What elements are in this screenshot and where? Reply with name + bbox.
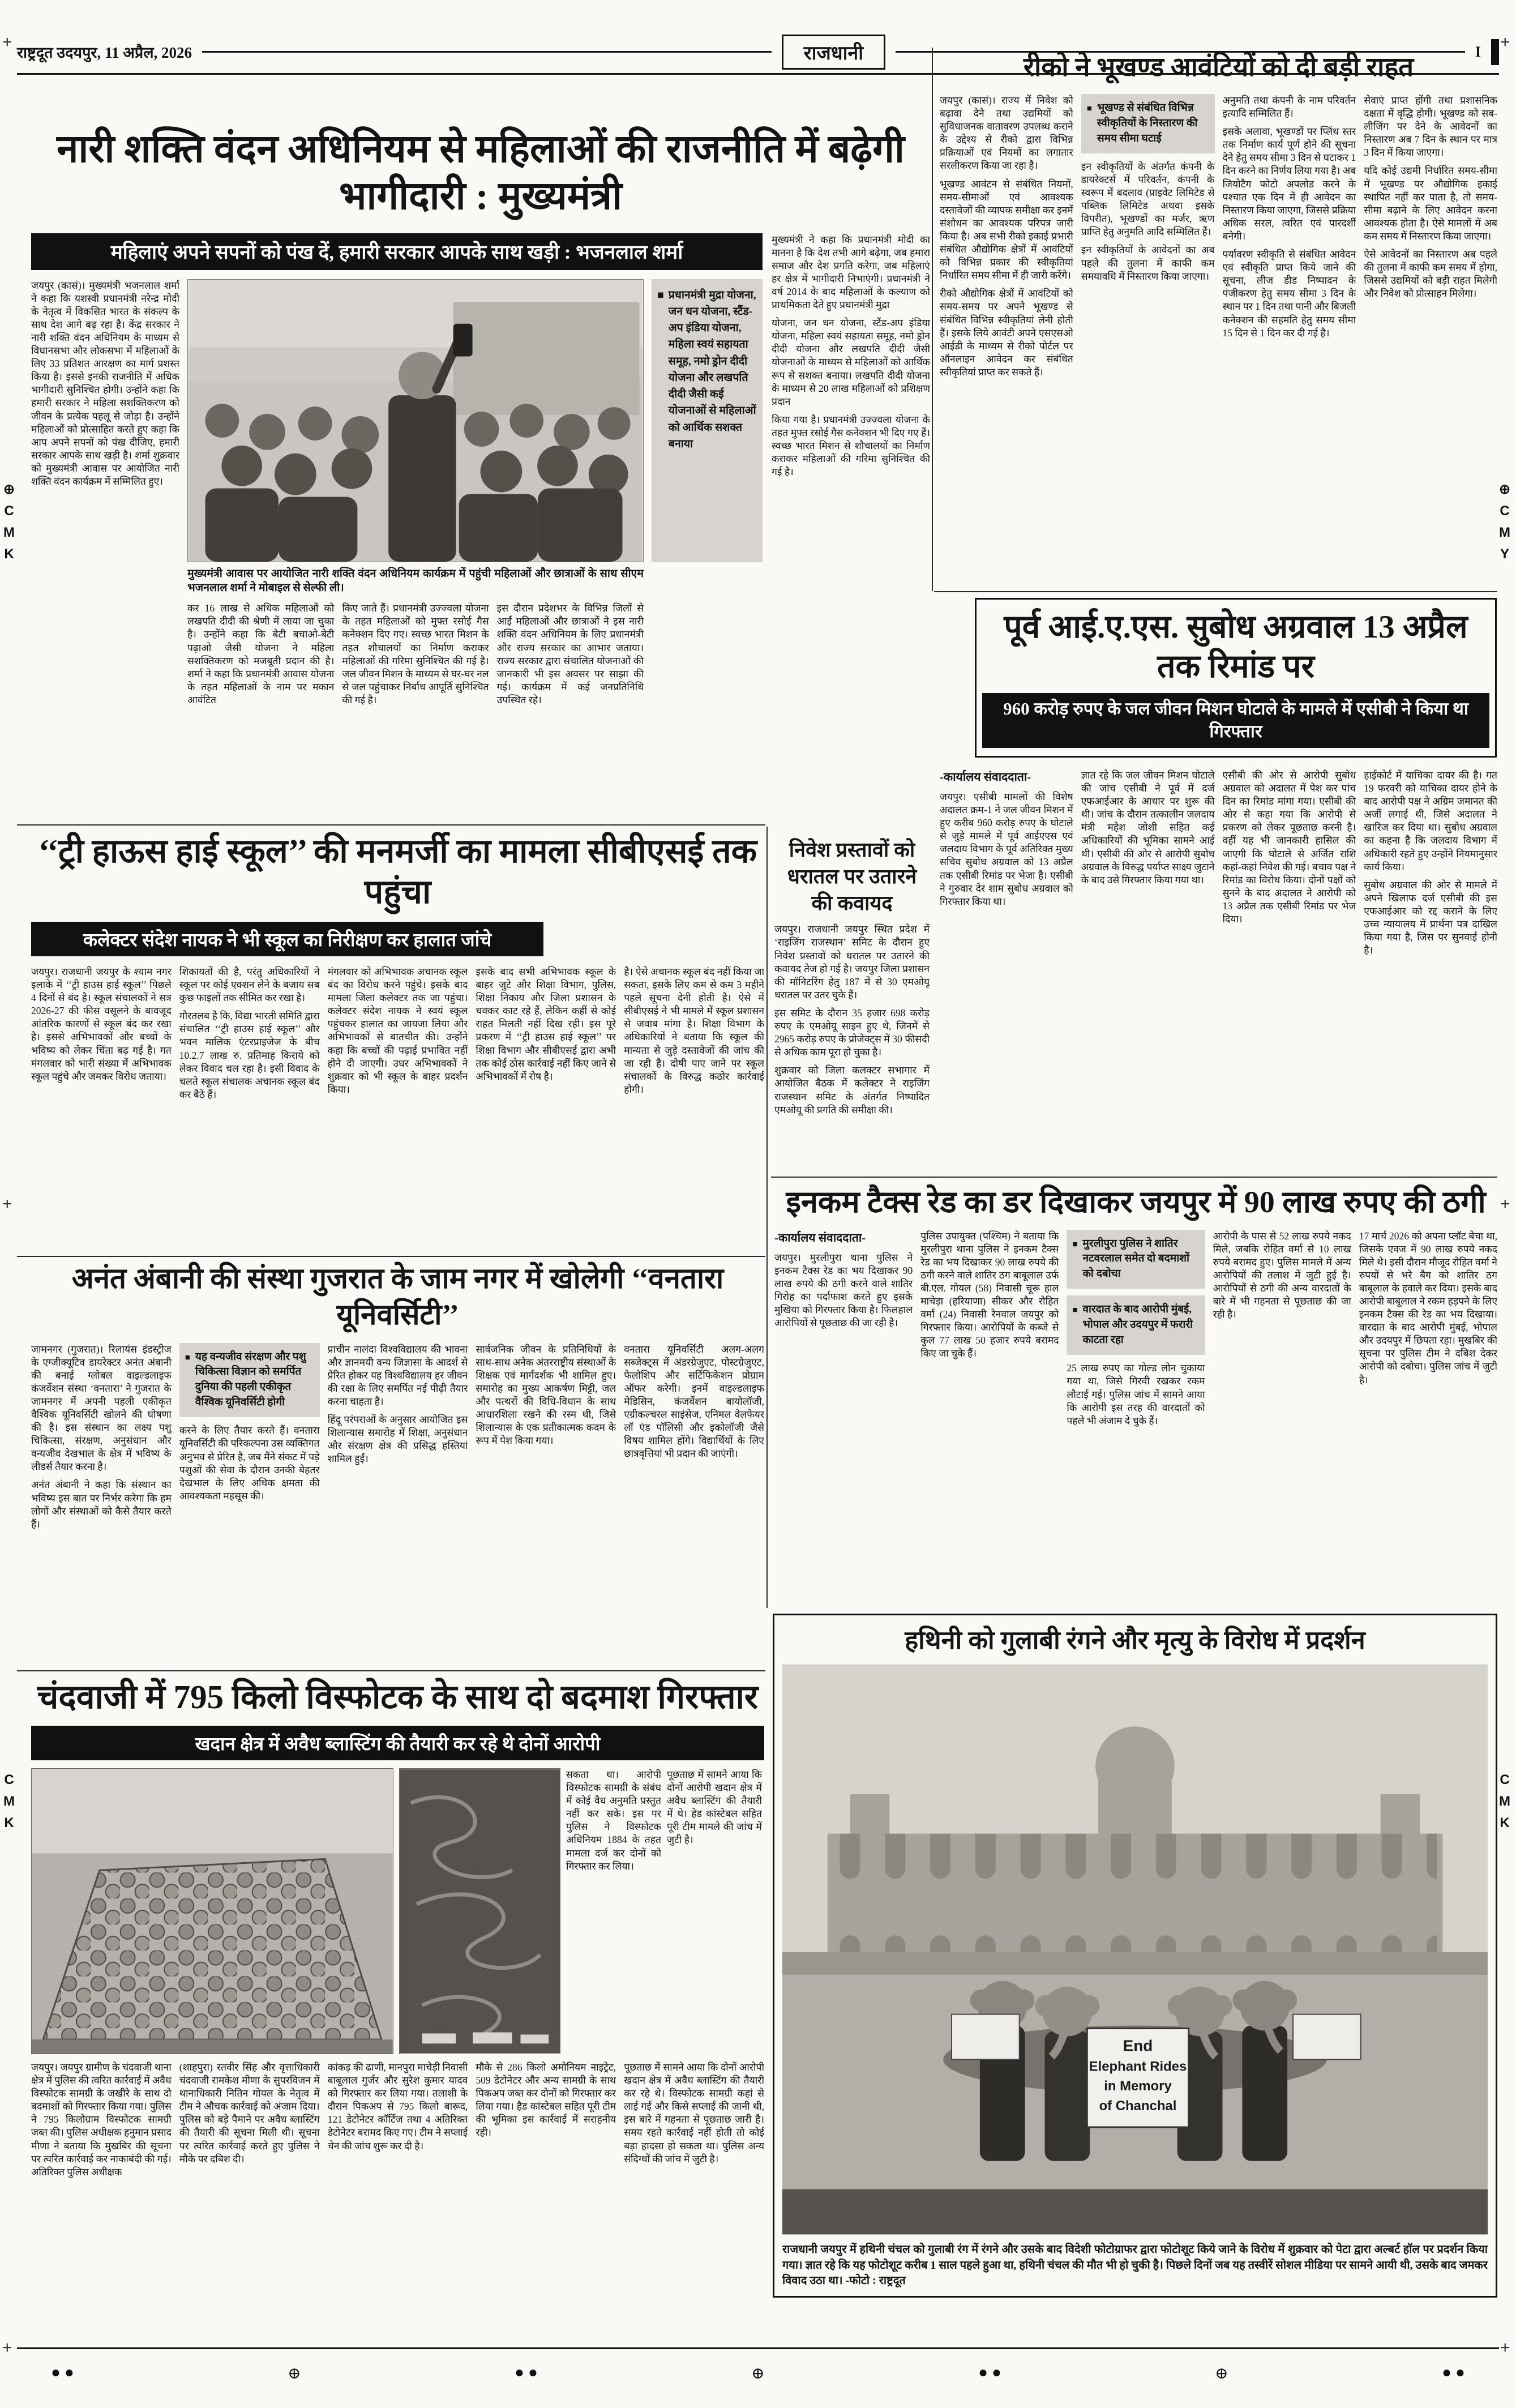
article-column (624, 2061, 764, 2282)
cmyk-letter: M (1499, 1794, 1510, 1809)
headline: अनंत अंबानी की संस्था गुजरात के जाम नगर में खोलेगी ‘‘वनतारा यूनिवर्सिटी’’ (71, 1263, 724, 1331)
highlight-box (179, 1343, 320, 1418)
cmyk-letter: C (1500, 1772, 1510, 1787)
body-paragraph: जयपुर। मुरलीपुरा थाना पुलिस ने इनकम टैक्स रेड का भय दिखाकर 90 लाख रुपये की ठगी करने वाले शातिर गिरोह का पर्दाफाश करते हुए इसके मुखिया को गिरफ्तार किया है। फिलहाल आरोपियों से पूछताछ की जा रही है। (774, 1251, 913, 1328)
cmyk-letter: Y (1500, 546, 1510, 562)
body-paragraph: सार्वजनिक जीवन के प्रतिनिधियों के साथ-साथ अनेक अंतरराष्ट्रीय संस्थाओं के शिक्षक एवं मार्गदर्शक भी शामिल हुए। समारोह का मुख्य आकर्षण मिट्टी, जल और पत्थरों की विधि-विधान के साथ आधारशिला रखने की रस्म थी, जिसे शिलान्यास के एक प्रतीकात्मक कदम के रूप में पेश किया गया। (476, 1343, 616, 1447)
article-column (774, 923, 930, 1212)
cmyk-letter: M (1499, 525, 1511, 540)
body-paragraph: इन स्वीकृतियों के अंतर्गत कंपनी के डायरेक्टर्स में परिवर्तन, कंपनी के स्वरूप में बदलाव (प्राइवेट लिमिटेड से पब्लिक लिमिटेड अथवा इसके विपरीत), भूखण्डों का मर्जर, ऋण प्राप्ति हेतु अनुमति आदि सम्मिलित हैं। (1081, 160, 1215, 238)
sign-line: of Chanchal (1099, 2098, 1177, 2114)
crop-mark-icon: + (1500, 2338, 1510, 2357)
cmyk-letter: M (3, 1794, 15, 1809)
body-paragraph: आरोपी के पास से 52 लाख रुपये नकद मिले, जबकि रोहित वर्मा से 10 लाख रुपये बरामद हुए। पुलिस मामले में अन्य आरोपियों की तलाश में जुटी हुई है। आरोपियों से ठगी की अन्य वारदातों के बारे में भी गहनता से पूछताछ की जा रही है। (1213, 1230, 1351, 1320)
body-paragraph: प्राचीन नालंदा विश्वविद्यालय की भावना और ज्ञानमयी वन्य जिज्ञासा के आदर्श से प्रेरित होकर यह विश्वविद्यालय हर जीवन की रक्षा के लिए समर्पित नई पीढ़ी तैयार करना चाहता है। (327, 1343, 468, 1407)
article-column (31, 279, 179, 783)
body-paragraph: ऐसे आवेदनों का निस्तारण अब पहले की तुलना में काफी कम समय में होगा, जिससे उद्यमियों को बड़ी राहत मिलेगी और निवेश को प्रोत्साहन मिलेगा। (1364, 249, 1497, 300)
article-column (624, 965, 764, 1248)
square-bullet-icon: ■ (657, 289, 664, 301)
article-column (1364, 94, 1497, 578)
reg-dots-icon: ● ● (1442, 2364, 1465, 2381)
registration-icon: ⊕ (3, 482, 15, 497)
registration-icon: ⊕ (751, 2365, 765, 2383)
crop-mark-icon: + (1500, 1195, 1510, 1213)
article-column (940, 94, 1073, 578)
cmyk-strip (1499, 481, 1510, 562)
body-paragraph: योजना, जन धन योजना, स्टैंड-अप इंडिया योजना, महिला स्वयं सहायता समूह, नमो ड्रोन दीदी योजना और लखपति दीदी जैसी योजनाओं के माध्यम से महिलाओं को आर्थिक रूप से सशक्त बनाया। लखपति दीदी योजना के माध्यम से 20 लाख महिलाओं को प्रशिक्षण प्रदान (772, 317, 930, 407)
body-paragraph: करने के लिए तैयार करते हैं। वनतारा यूनिवर्सिटी की परिकल्पना उस व्यक्तिगत अनुभव से प्रेरित है, जब मैंने संकट में पड़े पशुओं की सेवा के दौरान उनकी बेहतर देखभाल के लिए अधिक क्षमता की आवश्यकता महसूस की। (179, 1425, 320, 1502)
registration-icon: ⊕ (1499, 482, 1511, 497)
body-paragraph: जामनगर (गुजरात)। रिलायंस इंडस्ट्रीज के एग्जीक्यूटिव डायरेक्टर अनंत अंबानी की बनाई ग्लोबल वाइल्डलाइफ कंजर्वेशन संस्था ‘वनतारा’ ने गुजरात के जामनगर में अपनी पहली एकीकृत वैश्विक यूनिवर्सिटी खोलने की घोषणा की है। इस संस्थान का लक्ष्य पशु चिकित्सा, संरक्षण, अनुसंधान और वन्यजीव देखभाल के क्षेत्र में भविष्य के लीडर्स तैयार करना है। (31, 1343, 172, 1473)
cmyk-letter: K (4, 1815, 14, 1830)
detonator-wires-photo (399, 1768, 560, 2054)
headline: हथिनी को गुलाबी रंगने और मृत्यु के विरोध में प्रदर्शन (905, 1626, 1365, 1654)
cmyk-letter: C (1500, 503, 1510, 519)
column-text (940, 790, 1073, 908)
subhead-bar: महिलाएं अपने सपनों को पंख दें, हमारी सरकार आपके साथ खड़ी : भजनलाल शर्मा (31, 233, 763, 270)
section-rule (934, 591, 1497, 592)
article-column (328, 1343, 468, 1652)
column-text (179, 1424, 320, 1503)
reg-dots-icon: ● ● (515, 2364, 538, 2381)
highlight-text: भूखण्ड से संबंधित विभिन्न स्वीकृतियों के निस्तारण की समय सीमा घटाई (1097, 102, 1198, 144)
crop-mark-icon: + (2, 33, 12, 52)
page-marker: I (1475, 43, 1481, 60)
square-bullet-icon: ■ (1072, 1306, 1078, 1315)
crop-mark-icon: + (1500, 33, 1510, 52)
body-paragraph: शुक्रवार को जिला कलक्टर सभागार में आयोजित बैठक में कलेक्टर ने राइजिंग राजस्थान समिट के अंतर्गत निष्पादित एमओयू की प्रगति की समीक्षा की। (774, 1064, 930, 1115)
body-paragraph: एसीबी की ओर से आरोपी सुबोध अग्रवाल को अदालत में पेश कर पांच दिन का रिमांड मांगा गया। एसीबी की ओर से कहा गया कि आरोपी से प्रकरण को लेकर पूछताछ करनी है। वहीं यह भी जानकारी हासिल की जाएगी कि घोटाले से अर्जित राशि कहां-कहां निवेश की गई। बचाव पक्ष ने रिमांड का विरोध किया। दोनों पक्षों को सुनने के बाद अदालत ने आरोपी को 13 अप्रैल तक एसीबी रिमांड पर भेज दिया। (1222, 769, 1356, 925)
headline: रीको ने भूखण्ड आवंटियों को दी बड़ी राहत (1023, 53, 1414, 82)
registration-icon: ⊕ (288, 2365, 301, 2383)
cmyk-letter: C (4, 503, 14, 519)
body-paragraph: इस दौरान प्रदेशभर के विभिन्न जिलों से आईं महिलाओं और छात्राओं ने इस नारी शक्ति वंदन अधिनियम के लिए प्रधानमंत्री और राज्य सरकार का आभार जताया। राज्य सरकार द्वारा संचालित योजनाओं की जानकारी भी इस अवसर पर साझा की गई। कार्यक्रम में कई जनप्रतिनिधि उपस्थित रहे। (496, 602, 644, 705)
article-elephant-protest (773, 1614, 1497, 2298)
article-column (328, 2061, 468, 2282)
highlight-text: यह वन्यजीव संरक्षण और पशु चिकित्सा विज्ञान को समर्पित दुनिया की पहली एकीकृत वैश्विक यूनिवर्सिटी होगी (195, 1350, 306, 1409)
body-paragraph: रीको औद्योगिक क्षेत्रों में आवंटियों को समय-समय पर अपने भूखण्ड से संबंधित विभिन्न स्वीकृतियां लेनी होती हैं। इसके लिये आवंटी अपने एसएसओ आईडी के माध्यम से रीको पोर्टल पर ऑनलाइन आवेदन कर संबंधित स्वीकृतियां प्राप्त कर सकते हैं। (940, 288, 1073, 378)
article-column (31, 965, 172, 1248)
body-paragraph: भूखण्ड आवंटन से संबंधित नियमों, समय-सीमाओं एवं आवश्यक दस्तावेजों की व्यापक समीक्षा कर इनमें संशोधन का आवश्यक परिपत्र जारी किया है। अब सभी रीको इकाई प्रभारी संबंधित औद्योगिक क्षेत्रों में आवंटियों को विभिन्न प्रकार की स्वीकृतियां निर्धारित समय सीमा में ही जारी करेंगे। (940, 178, 1073, 281)
body-paragraph: कर 16 लाख से अधिक महिलाओं को लखपति दीदी की श्रेणी में लाया जा चुका है। उन्होंने कहा कि बेटी बचाओ-बेटी पढ़ाओ जैसी योजना ने महिला सशक्तिकरण को मजबूती प्रदान की है। शर्मा ने कहा कि प्रधानमंत्री आवास योजना के तहत महिलाओं के नाम पर मकान आवंटित (187, 602, 335, 705)
byline: -कार्यालय संवाददाता- (940, 770, 1031, 784)
article-riico (940, 48, 1497, 578)
article-column (940, 769, 1073, 1165)
body-paragraph: 17 मार्च 2026 को अपना प्लॉट बेचा था, जिसके एवज में 90 लाख रुपये नकद मिले थे। इसी दौरान मौजूद रोहित वर्मा ने रुपयों से भरे बैग को शातिर ठग बाबूलाल के हवाले कर दिया। इसके बाद आरोपी बाबूलाल ने रकम हड़पने के लिए इनकम टैक्स की रेड का भय दिखाया। वारदात के बाद आरोपी मुंबई, भोपाल और उदयपुर में छिपता रहा। मुखबिर की सूचना पर पुलिस टीम ने दबिश देकर आरोपी को दबोचा। पुलिस जांच में जुटी है। (1359, 1230, 1498, 1385)
article-column (1223, 94, 1356, 578)
article-column (31, 1343, 172, 1652)
explosives-pile-photo (31, 1768, 393, 2054)
column-text (1067, 1362, 1205, 1427)
body-paragraph: वनतारा यूनिवर्सिटी अलग-अलग सब्जेक्ट्स में अंडरग्रेजुएट, पोस्टग्रेजुएट, फेलोशिप और सर्टिफिकेशन प्रोग्राम ऑफर करेगी। इनमें वाइल्डलाइफ मेडिसिन, कंजर्वेशन बायोलॉजी, एग्रीकल्चरल साइंसेज, एनिमल वेलफेयर लॉ एंड पॉलिसी और इकोलॉजी जैसे विषय शामिल होंगे। विद्यार्थियों के लिए छात्रवृत्तियां भी प्रदान की जाएंगी। (624, 1343, 764, 1460)
highlight-box (1067, 1230, 1205, 1289)
article-column (566, 1768, 661, 2054)
registration-icon: ⊕ (1215, 2365, 1228, 2383)
cmyk-letter: C (4, 1772, 14, 1787)
section-rule (17, 824, 765, 826)
body-paragraph: इस समिट के दौरान 35 हजार 698 करोड़ रुपए के एमओयू साइन हुए थे, जिनमें से 2965 करोड़ रुपए के प्रोजेक्ट्स में 30 फीसदी से अधिक काम पूरा हो चुका है। (774, 1007, 930, 1058)
article-income-tax-fraud (774, 1183, 1497, 1547)
highlight-box (1081, 94, 1215, 153)
section-rule (17, 1256, 765, 1257)
body-paragraph: इसके अलावा, भूखण्डों पर प्लिंथ स्तर तक निर्माण कार्य पूर्ण होने की सूचना देने हेतु समय सीमा 3 दिन से घटाकर 1 दिन करने का निर्णय लिया गया है। अब जियोटैग फोटो अपलोड करने के पश्चात एक दिन में ही आवेदन का निस्तारण किया जाएगा, जिससे प्रक्रिया अधिक सरल, त्वरित एवं पारदर्शी बनेगी। (1222, 126, 1356, 242)
article-column (179, 2061, 320, 2282)
article-column (179, 1343, 320, 1652)
headline: चंदवाजी में 795 किलो विस्फोटक के साथ दो बदमाश गिरफ्तार (37, 1678, 759, 1716)
headline: निवेश प्रस्तावों को धरातल पर उतारने की कवायद (787, 839, 917, 914)
masthead-rule (202, 51, 772, 53)
headline: नारी शक्ति वंदन अधिनियम से महिलाओं की राजनीति में बढ़ेगी भागीदारी : मुख्यमंत्री (57, 127, 905, 217)
article-column (667, 1768, 762, 2054)
column-text (1081, 160, 1215, 283)
article-column (179, 965, 320, 1248)
body-paragraph: हाईकोर्ट में याचिका दायर की है। गत 19 फरवरी को याचिका दायर होने के बाद आरोपी पक्ष ने अग्रिम जमानत की अर्जी लगाई थी, जिसे अदालत ने खारिज कर दिया था। सुबोध अग्रवाल का कहना है कि जलदाय विभाग में अधिकारी रहते हुए उन्होंने नियमानुसार कार्य किया। (1364, 769, 1497, 872)
square-bullet-icon: ■ (1086, 104, 1092, 113)
body-paragraph: सकता था। आरोपी विस्फोटक सामग्री के संबंध में कोई वैध अनुमति प्रस्तुत नहीं कर सके। इस पर पुलिस ने विस्फोटक अधिनियम 1884 के तहत मामला दर्ज कर दोनों को गिरफ्तार कर लिया। (566, 1768, 661, 1872)
article-column (476, 1343, 616, 1652)
highlight-text: प्रधानमंत्री मुद्रा योजना, जन धन योजना, स्टैंड-अप इंडिया योजना, महिला स्वयं सहायता समूह, नमो ड्रोन दीदी योजना और लखपति दीदी जैसी कई योजनाओं से महिलाओं को आर्थिक सशक्त बनाया (668, 289, 756, 450)
body-paragraph: इन स्वीकृतियों के आवेदनों का अब पहले की तुलना में काफी कम समयावधि में निस्तारण किया जाएगा। (1081, 244, 1215, 282)
body-paragraph: किया गया है। प्रधानमंत्री उज्ज्वला योजना के तहत मुफ्त रसोई गैस कनेक्शन भी दिए गए हैं। स्वच्छ भारत मिशन से शौचालयों का निर्माण कराकर महिलाओं की गरिमा सुनिश्चित की गई है। (772, 413, 930, 478)
body-paragraph: अनंत अंबानी ने कहा कि संस्थान का भविष्य इस बात पर निर्भर करेगा कि हम लोगों और संस्थाओं को कैसे तैयार करते हैं। (31, 1479, 172, 1530)
body-paragraph: मुख्यमंत्री ने कहा कि प्रधानमंत्री मोदी का मानना है कि देश तभी आगे बढ़ेगा, जब हमारा समाज और देश प्रगति करेगा, जब महिलाएं हर क्षेत्र में भागीदारी निभाएंगी। प्रधानमंत्री ने वर्ष 2014 के बाद महिलाओं के कल्याण को प्राथमिकता देते हुए प्रधानमंत्री मुद्रा (772, 233, 930, 311)
highlight-box (1067, 1295, 1205, 1355)
body-paragraph: जयपुर। राजधानी जयपुर स्थित प्रदेश में ‘राइजिंग राजस्थान’ समिट के दौरान हुए निवेश प्रस्तावों को धरातल पर उतारने की कवायद तेज हो गई है। जयपुर जिला प्रशासन की मॉनिटरिंग हेतु 187 में से 30 एमओयू धरातल पर उतर चुके हैं। (774, 923, 930, 1000)
cmyk-letter: K (4, 546, 14, 562)
article-column (1081, 769, 1215, 1165)
body-paragraph: मंगलवार को अभिभावक अचानक स्कूल बंद का विरोध करने पहुंचे। इसके बाद मामला जिला कलेक्टर तक जा पहुंचा। कलेक्टर संदेश नायक ने स्वयं स्कूल पहुंचकर हालात का जायजा लिया और अभिभावकों से बातचीत की। उन्होंने कहा कि बच्चों की पढ़ाई प्रभावित नहीं होने दी जाएगी। उधर अभिभावकों ने शुक्रवार को भी स्कूल के बाहर प्रदर्शन किया। (327, 965, 468, 1095)
subhead-bar: कलेक्टर संदेश नायक ने भी स्कूल का निरीक्षण कर हालात जांचे (31, 922, 543, 956)
article-column (328, 965, 468, 1248)
body-paragraph: पुलिस उपायुक्त (पश्चिम) ने बताया कि मुरलीपुरा थाना पुलिस ने इनकम टैक्स रेड का भय दिखाकर 90 लाख रुपये की ठगी करने वाले शातिर ठग बाबूलाल उर्फ बी.एल. गोयल (58) निवासी चूरू हाल माचेड़ा (हरियाणा) सीकर और रोहित वर्मा (24) निवासी रेनवाल जयपुर को गिरफ्तार किया। आरोपियों के कब्जे से कुल 77 लाख 50 हजार रुपये बरामद किए जा चुके हैं। (920, 1230, 1059, 1359)
section-rule (17, 1670, 765, 1671)
subhead-bar: 960 करोड़ रुपए के जल जीवन मिशन घोटाले के मामले में एसीबी ने किया था गिरफ्तार (982, 693, 1489, 748)
article-column (1364, 769, 1497, 1165)
article-column (774, 1230, 913, 1547)
photo-caption: राजधानी जयपुर में हथिनी चंचल को गुलाबी रंग में रंगने और उसके बाद विदेशी फोटोग्राफर द्वारा फोटोशूट किये जाने के विरोध में शुक्रवार को पेटा द्वारा अल्बर्ट हॉल पर प्रदर्शन किया गया। ज्ञात रहे कि यह फोटोशूट करीब 1 साल पहले हुआ था, हथिनी चंचल की मौत भी हो चुकी है। पिछले दिनों जब यह तस्वीरें सोशल मीडिया पर सामने आयी थी, उसके बाद जमकर विवाद उठा था। -फोटो : राष्ट्रदूत (782, 2243, 1488, 2287)
subhead-bar: खदान क्षेत्र में अवैध ब्लास्टिंग की तैयारी कर रहे थे दोनों आरोपी (31, 1726, 764, 1760)
highlight-text: मुरलीपुरा पुलिस ने शातिर नटवरलाल समेत दो बदमाशों को दबोचा (1082, 1237, 1189, 1280)
column-text (774, 1251, 913, 1330)
body-paragraph: सुबोध अग्रवाल की ओर से मामले में अपने खिलाफ दर्ज एसीबी की इस एफआईआर को रद्द कराने के लिए उच्च न्यायालय में प्रार्थना पत्र दाखिल किया गया है, जिस पर सुनवाई होनी है। (1364, 879, 1497, 956)
headline: इनकम टैक्स रेड का डर दिखाकर जयपुर में 90 लाख रुपए की ठगी (786, 1185, 1486, 1219)
body-paragraph: जयपुर (कासं)। मुख्यमंत्री भजनलाल शर्मा ने कहा कि यशस्वी प्रधानमंत्री नरेन्द्र मोदी के नेतृत्व में विकसित भारत के संकल्प के साथ देश आगे बढ़ रहा है। केंद्र सरकार ने नारी शक्ति वंदन अधिनियम के माध्यम से विधानसभा और लोकसभा में महिलाओं के लिए 33 प्रतिशत आरक्षण का मार्ग प्रशस्त किया है। इससे इनकी राजनीति में अधिक भागीदारी सुनिश्चित होगी। उन्होंने कहा कि हमारी सरकार ने महिला सशक्तिकरण को जीवन के प्रत्येक पहलू से जोड़ा है। उन्होंने महिलाओं को प्रोत्साहित करते हुए कहा कि आप अपने सपनों को पंख दीजिए, हमारी सरकार आपके साथ खड़ी है। शर्मा शुक्रवार को मुख्यमंत्री आवास पर आयोजित नारी शक्ति वंदन कार्यक्रम में सम्मिलित हुए। (31, 279, 179, 487)
body-paragraph: कांकड़ की ढाणी, मानपुरा माचेड़ी निवासी बाबूलाल गुर्जर और सुरेश कुमार यादव को गिरफ्तार कर लिया गया। तलाशी के दौरान पिकअप से 795 किलो बारूद, 121 डेटोनेटर कॉर्टिज तथा 4 अतिरिक्त डेटोनेटर बरामद किए गए। टीम ने सप्लाई चेन की जांच शुरू कर दी है। (327, 2061, 468, 2152)
article-acb-headbox (975, 598, 1497, 758)
article-column (31, 2061, 172, 2282)
cmyk-letter: M (3, 525, 15, 540)
article-column (1359, 1230, 1497, 1547)
body-paragraph: जयपुर। जयपुर ग्रामीण के चंदवाजी थाना क्षेत्र में पुलिस की त्वरित कार्रवाई में अवैध विस्फोटक सामग्री के जखीरे के साथ दो बदमाशों को गिरफ्तार किया गया। पुलिस ने 795 किलोग्राम विस्फोटक सामग्री जब्त की। पुलिस अधीक्षक हनुमान प्रसाद मीणा ने बताया कि मुखबिर की सूचना पर त्वरित कार्रवाई कर नाकाबंदी की गई। अतिरिक्त पुलिस अधीक्षक (31, 2061, 172, 2178)
highlight-text: वारदात के बाद आरोपी मुंबई, भोपाल और उदयपुर में फरारी काटता रहा (1082, 1303, 1193, 1346)
body-paragraph: पूछताछ में सामने आया कि दोनों आरोपी खदान क्षेत्र में अवैध ब्लास्टिंग की तैयारी कर रहे थे। विस्फोटक सामग्री कहां से लाई गई और किसे सप्लाई की जानी थी, इस बारे में गहनता से पूछताछ जारी है। समय रहते कार्रवाई नहीं होती तो कोई बड़ा हादसा हो सकता था। पुलिस अन्य संदिग्धों की जांच में जुटी है। (624, 2061, 764, 2165)
cmyk-strip (3, 1772, 15, 1831)
column-rule (766, 827, 768, 1608)
date-line: राष्ट्रदूत उदयपुर, 11 अप्रैल, 2026 (17, 44, 192, 61)
body-paragraph: जयपुर। एसीबी मामलों की विशेष अदालत क्रम-1 ने जल जीवन मिशन में हुए करीब 960 करोड़ रुपए के घोटाले से जुड़े मामले में पूर्व आईएएस एवं जलदाय विभाग के पूर्व अतिरिक्त मुख्य सचिव सुबोध अग्रवाल को 13 अप्रैल तक एसीबी रिमांड पर भेजा है। एसीबी ने गुरुवार देर शाम सुबोध अग्रवाल को गिरफ्तार किया था। (940, 791, 1073, 907)
article-column (1213, 1230, 1351, 1547)
sign-line: in Memory (1104, 2078, 1172, 2094)
elephant-protest-photo (782, 1663, 1488, 2235)
article-column (1223, 769, 1356, 1165)
article-column (476, 2061, 616, 2282)
body-paragraph: है। ऐसे अचानक स्कूल बंद नहीं किया जा सकता, इसके लिए कम से कम 3 महीने पहले सूचना देनी होती है। ऐसे में सीबीएसई ने भी मामले में स्कूल प्रशासन से जवाब मांगा है। शिक्षा विभाग के अधिकारियों ने बताया कि स्कूल की मान्यता से जुड़े दस्तावेजों की जांच की जा रही है। दोषी पाए जाने पर स्कूल संचालकों के विरुद्ध कठोर कार्रवाई होगी। (624, 965, 764, 1095)
footer-registration-row (17, 2347, 1499, 2383)
headline: ‘‘ट्री हाऊस हाई स्कूल’’ की मनमर्जी का मामला सीबीएसई तक पहुंचा (38, 832, 757, 910)
cmyk-letter: K (1500, 1815, 1510, 1830)
body-paragraph: पूछताछ में सामने आया कि दोनों आरोपी खदान क्षेत्र में अवैध ब्लास्टिंग की तैयारी में थे। हेड कांस्टेबल सहित पूरी टीम मामले की जांच में जुटी है। (667, 1768, 762, 1846)
body-paragraph: ज्ञात रहे कि जल जीवन मिशन घोटाले की जांच एसीबी ने पूर्व में दर्ज एफआईआर के आधार पर शुरू की थी। जांच के दौरान तत्कालीन जलदाय मंत्री महेश जोशी सहित कई अधिकारियों की भूमिका सामने आई थी। एसीबी की ओर से आरोपी सुबोध अग्रवाल के विरुद्ध पर्याप्त साक्ष्य जुटाने के बाद उसे गिरफ्तार किया गया था। (1081, 769, 1215, 886)
reg-dots-icon: ● ● (51, 2364, 74, 2381)
body-paragraph: गौरतलब है कि, विद्या भारती समिति द्वारा संचालित ‘‘ट्री हाउस हाई स्कूल’’ और भवन मालिक एंटरप्राइजेज के बीच 10.2.7 लाख रु. प्रतिमाह किराये को लेकर विवाद चल रहा है। इसी विवाद के चलते स्कूल संचालक अचानक स्कूल बंद कर बैठे हैं। (179, 1010, 320, 1100)
cmyk-strip (3, 481, 15, 562)
crop-mark-icon: + (2, 1195, 12, 1213)
article-column (1067, 1230, 1205, 1547)
highlight-box (652, 279, 763, 562)
body-paragraph: 25 लाख रुपए का गोल्ड लोन चुकाया गया था, जिसे गिरवी रखकर रकम लौटाई गई। पुलिस जांच में सामने आया कि आरोपी इस तरह की वारदातों को पहले भी अंजाम दे चुके हैं। (1067, 1362, 1205, 1426)
article-column (1081, 94, 1215, 578)
photo-caption: मुख्यमंत्री आवास पर आयोजित नारी शक्ति वंदन अधिनियम कार्यक्रम में पहुंची महिलाओं और छात्राओं के साथ सीएम भजनलाल शर्मा ने मोबाइल से सेल्फी ली। (187, 567, 644, 594)
reg-dots-icon: ● ● (978, 2364, 1001, 2381)
section-label: राजधानी (782, 35, 885, 70)
cmyk-strip (1499, 1772, 1510, 1831)
article-column (476, 965, 616, 1248)
body-paragraph: शिकायतों की है, परंतु अधिकारियों ने स्कूल पर कोई एक्शन लेने के बजाय सब कुछ फाइलों तक सीमित कर रखा है। (179, 965, 320, 1004)
sign-line: End (1123, 2037, 1153, 2055)
body-paragraph: (शाहपुरा) रतवीर सिंह और वृत्ताधिकारी चंदवाजी रामकेश मीणा के सुपरविजन में थानाधिकारी नितिन गोयल के नेतृत्व में टीम ने औचक कार्रवाई को अंजाम दिया। पुलिस को बड़े पैमाने पर अवैध ब्लास्टिंग की तैयारी की सूचना मिली थी। सूचना पर त्वरित कार्रवाई करते हुए पुलिस ने मौके पर दबिश दी। (179, 2061, 320, 2165)
article-column (624, 1343, 764, 1652)
square-bullet-icon: ■ (1072, 1239, 1078, 1249)
article-column (920, 1230, 1059, 1547)
article-treehouse (31, 831, 764, 1248)
placard (1293, 2014, 1361, 2060)
crop-mark-icon: + (2, 2338, 12, 2357)
body-paragraph: हिंदू परंपराओं के अनुसार आयोजित इस शिलान्यास समारोह में शिक्षा, अनुसंधान और संरक्षण क्षेत्र की प्रसिद्ध हस्तियां शामिल हुईं। (327, 1413, 468, 1465)
placard (952, 2014, 1020, 2060)
article-explosives (31, 1677, 764, 2282)
selfie-photo (187, 279, 644, 562)
body-paragraph: जयपुर (कासं)। राज्य में निवेश को बढ़ावा देने तथा उद्यमियों को सुविधाजनक वातावरण उपलब्ध कराने के उद्देश्य से रीको द्वारा विभिन्न प्रक्रियाओं एवं नियमों का लगातार सरलीकरण किया जा रहा है। (940, 95, 1073, 172)
body-paragraph: इसके बाद सभी अभिभावक स्कूल के बाहर जुटे और शिक्षा विभाग, पुलिस, शिक्षा निकाय और जिला प्रशासन के चक्कर काट रहे हैं, लेकिन कहीं से कोई राहत मिलती नहीं दिख रही। इस पूरे प्रकरण में ‘‘ट्री हाउस हाई स्कूल’’ पर शिक्षा विभाग और सीबीएसई द्वारा अभी तक कोई ठोस कार्रवाई नहीं किए जाने से अभिभावकों में रोष है। (476, 965, 616, 1082)
article-acb-body (940, 769, 1497, 1165)
body-paragraph: पर्यावरण स्वीकृति से संबंधित आवेदन एवं स्वीकृति प्राप्त किये जाने की सूचना, लीज डीड निष्पादन के पंजीकरण हेतु समय सीमा 3 दिन के स्थान पर 1 दिन तथा पानी और बिजली कनेक्शन की सहमति हेतु समय सीमा 15 दिन से 1 दिन कर दी गई है। (1222, 249, 1356, 339)
article-nivesh (774, 837, 930, 1212)
column-rule (932, 48, 933, 591)
article-nari-shakti (31, 126, 930, 785)
article-vantara (31, 1261, 764, 1652)
body-paragraph: यदि कोई उद्यमी निर्धारित समय-सीमा में भूखण्ड पर औद्योगिक इकाई स्थापित नहीं कर पाता है, तो समय-सीमा बढ़ाने के लिए आवेदन करना आवश्यक होता है। ऐसे मामलों में अब कम समय में निस्तारण किया जाएगा। (1364, 165, 1497, 242)
body-paragraph: किए जाते हैं। प्रधानमंत्री उज्ज्वला योजना के तहत महिलाओं को मुफ्त रसोई गैस कनेक्शन दिए गए। स्वच्छ भारत मिशन के तहत शौचालयों का निर्माण कराकर महिलाओं की गरिमा सुनिश्चित की गई है। जल जीवन मिशन के माध्यम से घर-घर नल से जल पहुंचाकर निर्बाध आपूर्ति सुनिश्चित की गई है। (342, 602, 489, 705)
article-column (772, 233, 930, 785)
article-column (187, 602, 644, 772)
sign-line: Elephant Rides (1089, 2059, 1187, 2075)
body-paragraph: जयपुर। राजधानी जयपुर के श्याम नगर इलाके में ‘‘ट्री हाउस हाई स्कूल’’ पिछले 4 दिनों से बंद है। स्कूल संचालकों ने सत्र 2026-27 की फीस वसूलने के बावजूद आंतरिक कारणों से स्कूल बंद कर रखा है। इससे अभिभावकों और बच्चों के भविष्य को लेकर चिंता बढ़ गई है। गत मंगलवार को भारी संख्या में अभिभावक स्कूल पहुंचे और जमकर विरोध जताया। (31, 965, 172, 1082)
byline: -कार्यालय संवाददाता- (774, 1230, 866, 1244)
body-paragraph: अनुमति तथा कंपनी के नाम परिवर्तन इत्यादि सम्मिलित हैं। (1222, 95, 1356, 119)
body-paragraph: सेवाएं प्राप्त होंगी तथा प्रशासनिक दक्षता में वृद्धि होगी। भूखण्ड को सब-लीजिंग पर देने के आवेदनों का निस्तारण अब 7 दिन के स्थान पर मात्र 3 दिन में किया जाएगा। (1364, 95, 1497, 159)
body-paragraph: मौके से 286 किलो अमोनियम नाइट्रेट, 509 डेटोनेटर और अन्य सामग्री के साथ पिकअप जब्त कर दोनों को गिरफ्तार कर लिया गया। हैड कांस्टेबल सहित पूरी टीम की भूमिका इस कार्रवाई में सराहनीय रही। (476, 2061, 616, 2138)
square-bullet-icon: ■ (185, 1353, 190, 1362)
headline: पूर्व आई.ए.एस. सुबोध अग्रवाल 13 अप्रैल तक रिमांड पर (1004, 609, 1468, 685)
